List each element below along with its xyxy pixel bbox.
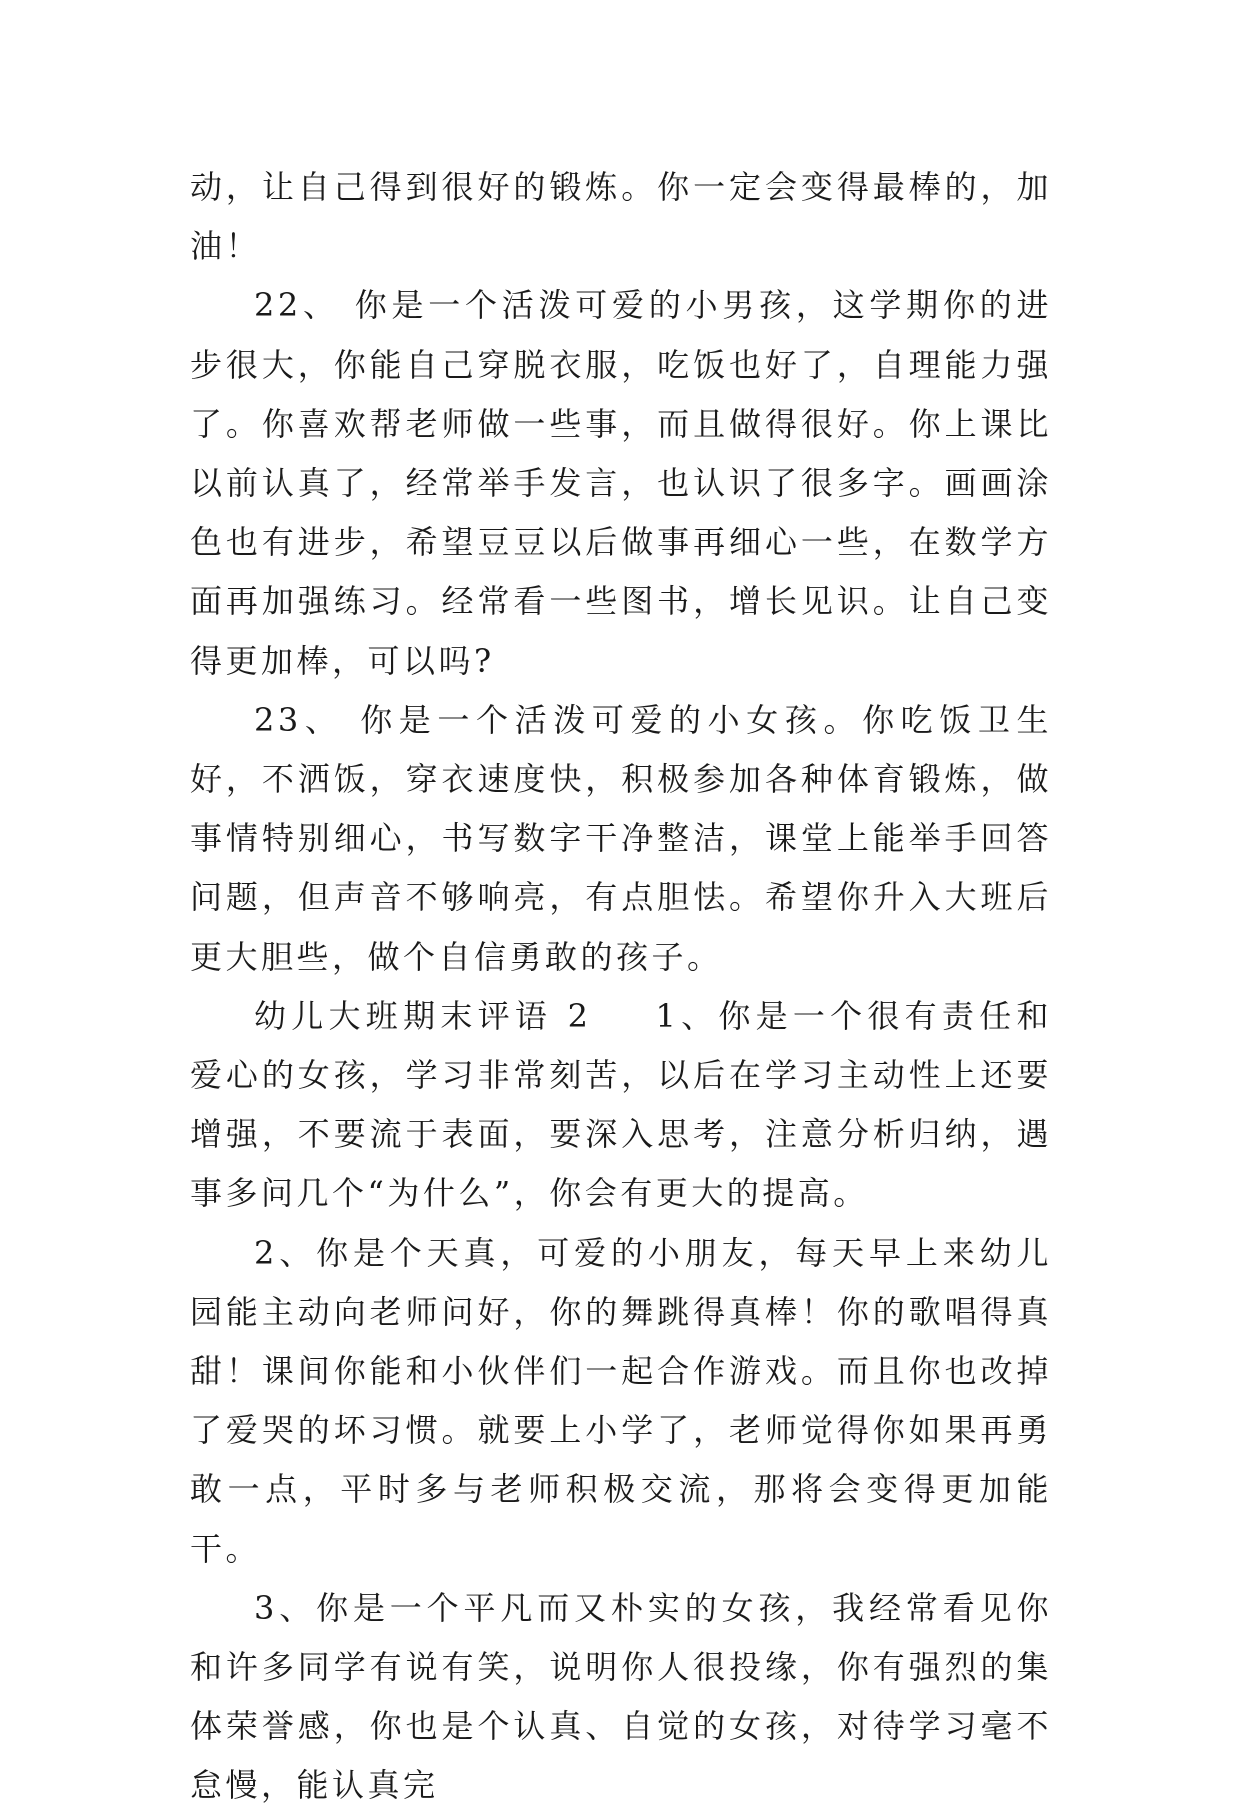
paragraph-3 [190,1579,1052,1816]
paragraph-text: 2、你是个天真，可爱的小朋友，每天早上来幼儿园能主动向老师问好，你的舞跳得真棒！你的歌唱得真甜！课间你能和小伙伴们一起合作游戏。而且你也改掉了爱哭的坏习惯。就要上小学了，老师觉得你如果再勇敢一点，平时多与老师积极交流，那将会变得更加能干。 [190,1233,1052,1568]
paragraph-text: 1、你是一个很有责任和爱心的女孩，学习非常刻苦，以后在学习主动性上还要增强，不要流于表面，要深入思考，注意分析归纳，遇事多问几个“为什么”，你会有更大的提高。 [190,996,1052,1213]
paragraph-text: 动，让自己得到很好的锻炼。你一定会变得最棒的，加油！ [190,168,1052,266]
section-heading: 幼儿大班期末评语 2 [254,996,592,1035]
paragraph-2 [190,1224,1052,1579]
document-body [190,158,1052,1816]
paragraph-text: 22、 你是一个活泼可爱的小男孩，这学期你的进步很大，你能自己穿脱衣服，吃饭也好了，自理能力强了。你喜欢帮老师做一些事，而且做得很好。你上课比以前认真了，经常举手发言，也认识了很多字。画画涂色也有进步，希望豆豆以后做事再细心一些，在数学方面再加强练习。经常看一些图书，增长见识。让自己变得更加棒，可以吗? [190,286,1052,680]
paragraph-23 [190,691,1052,987]
paragraph-text: 23、 你是一个活泼可爱的小女孩。你吃饭卫生好，不洒饭，穿衣速度快，积极参加各种体育锻炼，做事情特别细心，书写数字干净整洁，课堂上能举手回答问题，但声音不够响亮，有点胆怯。希望你升入大班后更大胆些，做个自信勇敢的孩子。 [190,700,1052,976]
section-2-paragraph-1 [190,987,1052,1224]
paragraph-continued [190,158,1052,276]
paragraph-22 [190,276,1052,690]
paragraph-text: 3、你是一个平凡而又朴实的女孩，我经常看见你和许多同学有说有笑，说明你人很投缘，你有强烈的集体荣誉感，你也是个认真、自觉的女孩，对待学习毫不怠慢，能认真完 [190,1588,1052,1805]
